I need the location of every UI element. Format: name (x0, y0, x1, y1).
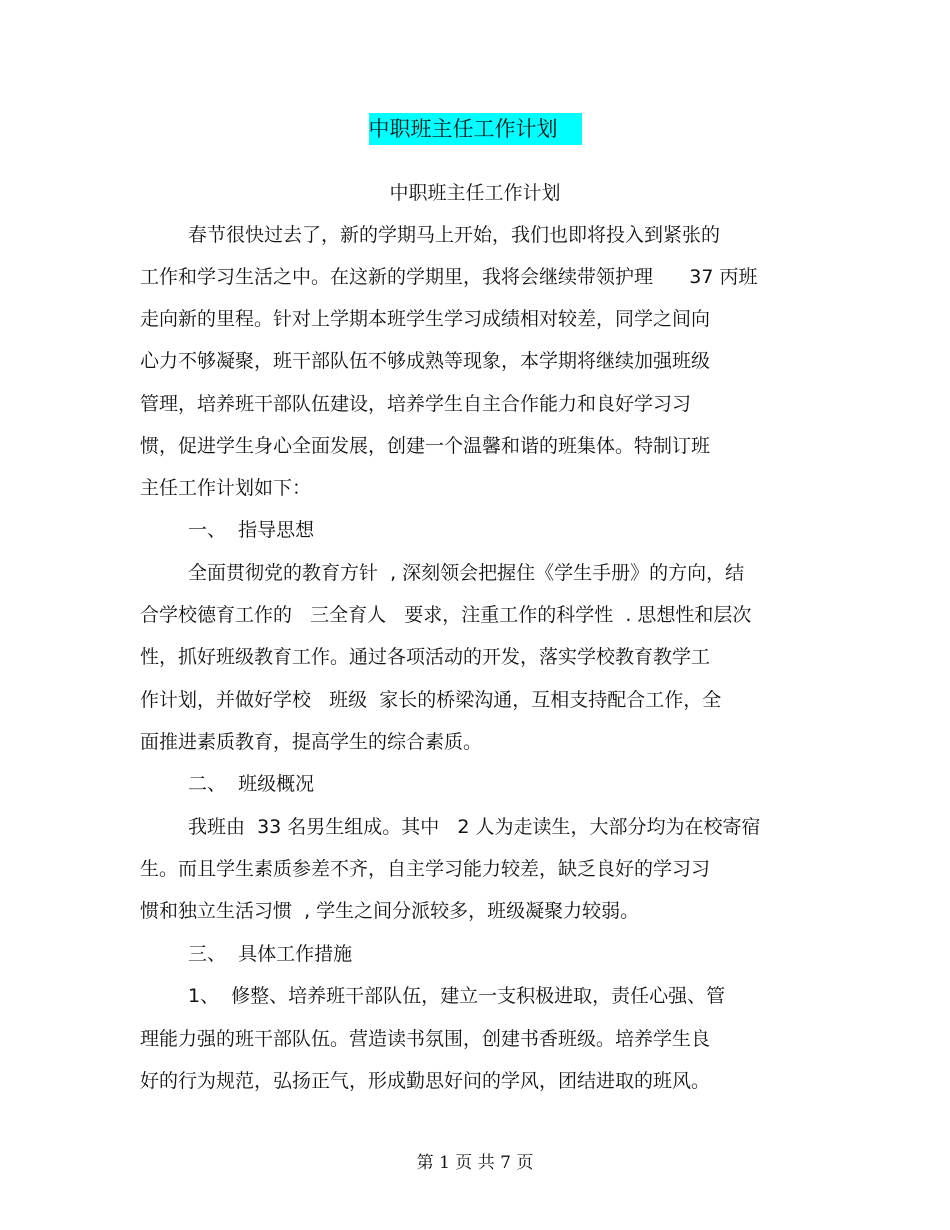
paragraph-line: 好的行为规范，弘扬正气，形成勤思好问的学风，团结进取的班风。 (140, 1070, 711, 1092)
paragraph-line: 我班由 33 名男生组成。其中 2 人为走读生，大部分均为在校寄宿 (188, 816, 761, 838)
page-footer: 第 1 页 共 7 页 (416, 1153, 534, 1173)
paragraph-line: 性，抓好班级教育工作。通过各项活动的开发，落实学校教育教学工 (140, 646, 711, 668)
paragraph-line: 理能力强的班干部队伍。营造读书氛围，创建书香班级。培养学生良 (140, 1028, 711, 1050)
paragraph-line: 惯，促进学生身心全面发展，创建一个温馨和谐的班集体。特制订班 (140, 435, 711, 457)
paragraph-line: 全面贯彻党的教育方针 , 深刻领会把握住《学生手册》的方向，结 (188, 562, 745, 584)
paragraph-line: 合学校德育工作的 三全育人 要求，注重工作的科学性 . 思想性和层次 (140, 604, 752, 626)
section-heading: 一、 指导思想 (188, 519, 315, 541)
paragraph-line: 作计划，并做好学校 班级 家长的桥梁沟通，互相支持配合工作，全 (140, 689, 722, 711)
title-wrap (0, 113, 950, 145)
paragraph-line: 生。而且学生素质参差不齐，自主学习能力较差，缺乏良好的学习习 (140, 858, 711, 880)
paragraph-line: 走向新的里程。针对上学期本班学生学习成绩相对较差，同学之间向 (140, 308, 711, 330)
paragraph-line: 主任工作计划如下： (140, 477, 312, 499)
document-subtitle: 中职班主任工作计划 (389, 182, 561, 204)
section-heading: 二、 班级概况 (188, 773, 315, 795)
paragraph-line: 面推进素质教育，提高学生的综合素质。 (140, 731, 483, 753)
paragraph-line: 惯和独立生活习惯 , 学生之间分派较多，班级凝聚力较弱。 (140, 900, 640, 922)
document-title: 中职班主任工作计划 (369, 113, 582, 145)
paragraph-line: 1、 修整、培养班干部队伍，建立一支积极进取，责任心强、管 (188, 985, 726, 1007)
paragraph-line: 春节很快过去了，新的学期马上开始，我们也即将投入到紧张的 (188, 224, 721, 246)
paragraph-line: 工作和学习生活之中。在这新的学期里，我将会继续带领护理 37 丙班 (140, 266, 758, 288)
section-heading: 三、 具体工作措施 (188, 943, 353, 965)
paragraph-line: 心力不够凝聚，班干部队伍不够成熟等现象，本学期将继续加强班级 (140, 350, 711, 372)
paragraph-line: 管理，培养班干部队伍建设，培养学生自主合作能力和良好学习习 (140, 393, 692, 415)
